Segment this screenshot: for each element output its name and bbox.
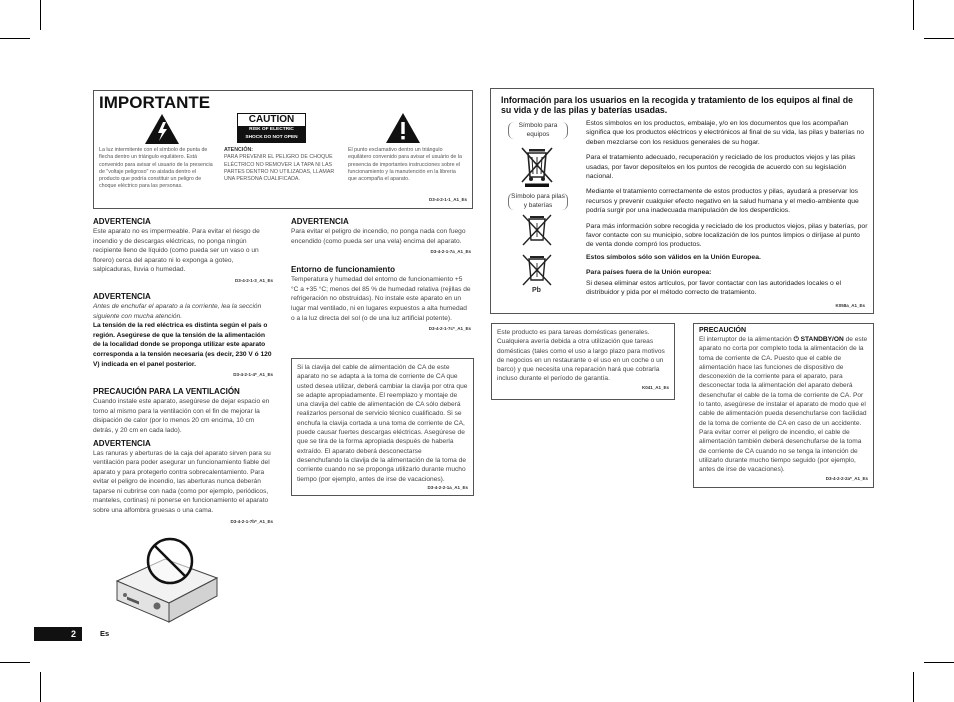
crossed-bin-icon bbox=[519, 145, 555, 187]
advertencia-heading-2: ADVERTENCIA bbox=[93, 291, 151, 301]
column-left bbox=[93, 217, 273, 524]
advertencia-text-3: Las ranuras y aberturas de la caja del aparato sirven para su ventilación para poder asegurar un funcionamiento fiable del aparato y para protegerlo contra sobrecalentamiento. Para evitar el peligro de incendio, las aberturas nunca deberán taparse ni cubrirse con nada (como por ejemplo, periódicos, manteles, cortinas) ni ponerse en funcionamiento el aparato sobre una alfombra gruesas o una cama. bbox=[93, 449, 271, 515]
lightning-description: La luz intermitente con el símbolo de punta de flecha dentro un triángulo equilátero. Está convenido para avisar el usuario de la presencia de "voltaje peligroso" no aislada dentro el producto que podría constituir un peligro de choque eléctrico para las personas. bbox=[99, 147, 213, 190]
crossed-battery-bin-icon-1 bbox=[521, 213, 553, 247]
precaucion-heading: PRECAUCIÓN bbox=[699, 327, 747, 334]
recycling-p4: Para más información sobre recogida y reciclado de los productos viejos, pilas y baterías, por favor contacte con su municipio, sobre localización de los puntos limpios o diríjase al punto de venta donde compró los productos. bbox=[586, 222, 868, 249]
recycling-info-box bbox=[490, 88, 874, 314]
column-middle bbox=[291, 217, 471, 331]
recycling-title: Información para los usuarios en la recogida y tratamiento de los equipos al final de su vida y de las pilas y baterías usadas. bbox=[501, 95, 853, 116]
precaucion-code: D3-4-2-2-2a*_A1_Es bbox=[825, 476, 868, 482]
plug-text: Si la clavija del cable de alimentación de CA de este aparato no se adapta a la toma de corriente de CA que usted desea utilizar, deberá cambiar la clavija por otra que se adapte apropiadamente. El reemplazo y montaje de una clavija del cable de alimentación de CA sólo deberá realizarlos personal de servicio técnico cualificado. Si se enchufa la clavija cortada a una toma de corriente de CA, puede causar fuertes descargas eléctricas. Asegúrese de que se tira de la forma apropiada después de haberla extraído. El aparato deberá desconectarse desenchufando la clavija de la alimentación de la toma de corriente cuando no se proponga utilizarlo durante mucho tiempo (por ejemplo, antes de irse de vacaciones). bbox=[297, 364, 468, 483]
attention-label: ATENCIÓN: bbox=[224, 147, 254, 153]
attention-text: PARA PREVENIR EL PELIGRO DE CHOQUE ELÉCTRICO NO REMOVER LA TAPA NI LAS PARTES DENTRO NO UTILIZADAS, LLAMAR UNA PERSONA CUALIFICADA. bbox=[224, 154, 335, 183]
exclamation-warning-icon bbox=[385, 112, 421, 144]
pb-label: Pb bbox=[532, 287, 541, 294]
recycling-p5: Estos símbolos sólo son válidos en la Unión Europea. bbox=[586, 253, 761, 261]
exclamation-description: El punto exclamativo dentro un triángulo equilátero convenido para avisar el usuário de la presencia de importantes instrucciones sobre el funcionamiento y la manutención en la libreria que acompaña el aparato. bbox=[348, 147, 462, 183]
advertencia-heading-1: ADVERTENCIA bbox=[93, 217, 151, 226]
plug-code: D3-4-2-2-1a_A1_Es bbox=[427, 484, 468, 490]
crossed-battery-bin-icon-2 bbox=[521, 253, 553, 287]
standby-on-label: STANDBY/ON bbox=[800, 336, 844, 343]
recycling-p1: Estos símbolos en los productos, embalaje, y/o en los documentos que los acompañan significa que los productos eléctricos y electrónicos al final de su vida, las pilas y baterías no deben mezclarse con los residuos generales de su hogar. bbox=[586, 120, 865, 146]
recycling-code: K058a_A1_Es bbox=[835, 303, 865, 308]
caution-title: CAUTION bbox=[248, 114, 295, 125]
page-number: 2 bbox=[70, 629, 76, 639]
domestic-use-box bbox=[491, 323, 675, 400]
receiver-no-placement-illustration bbox=[113, 523, 225, 625]
recycling-p2: Para el tratamiento adecuado, recuperación y reciclado de los productos viejos y las pilas usadas, por favor deposítelos en los puntos de recogida de acuerdo con su legislación nacional. bbox=[586, 154, 856, 181]
environment-code: D3-4-2-1-7c*_A1_Es bbox=[428, 326, 471, 332]
label-equipos: Símbolo para equipos bbox=[508, 122, 568, 139]
importante-code: D3-4-2-1-1_A1_Es bbox=[428, 197, 467, 202]
recycling-p6: Para países fuera de la Unión europea: bbox=[586, 269, 712, 277]
plug-box bbox=[291, 358, 474, 496]
caution-label bbox=[237, 113, 306, 143]
advertencia-code-1: D3-4-2-1-3_A1_Es bbox=[234, 277, 273, 283]
attention-block bbox=[224, 147, 342, 183]
ventilation-heading: PRECAUCIÓN PARA LA VENTILACIÓN bbox=[93, 387, 240, 397]
recycling-body bbox=[586, 119, 868, 304]
advertencia-code-3: D3-4-2-1-7b*_A1_Es bbox=[230, 518, 273, 524]
importante-box bbox=[93, 90, 473, 209]
precaucion-box bbox=[693, 323, 874, 488]
recycling-p7: Si desea eliminar estos artículos, por favor contactar con las autoridades locales o el distribuidor y pida por el método correcto de tratamiento. bbox=[586, 279, 842, 297]
recycling-p3: Mediante el tratamiento correctamente de estos productos y pilas, ayudará a preservar los recursos y prevenir cualquier efecto negativo en la salud humana y el medio-ambiente que podría surgir por una inadecuada manipulación de los desperdicios. bbox=[586, 188, 859, 215]
advertencia-fire-code: D3-4-2-1-7a_A1_Es bbox=[430, 249, 471, 255]
environment-text: Temperatura y humedad del entorno de funcionamiento +5 °C a +35 °C; menos del 85 % de humedad relativa (rejillas de refrigeración no obstruidas). No instale este aparato en un lugar mal ventilado, ni en lugares expuestos a alta humedad o a la luz directa del sol (o de una luz artificial potente). bbox=[291, 276, 471, 322]
lightning-warning-icon bbox=[144, 113, 180, 145]
caution-subtitle: RISK OF ELECTRIC SHOCK DO NOT OPEN bbox=[238, 126, 305, 142]
power-icon: ⏻ bbox=[793, 336, 801, 343]
language-label: Es bbox=[100, 629, 110, 638]
advertencia-heading-3: ADVERTENCIA bbox=[93, 438, 151, 448]
precaucion-text-b: de este aparato no corta por completo toda la alimentación de la toma de corriente de CA. Puesto que el cable de alimentación hace las funciones de dispositivo de desconexión de la corriente para el aparato, para desconectar toda la alimentación del aparato deberá desenchufar el cable de la toma de corriente de CA. Por lo tanto, asegúrese de instalar el aparato de modo que el cable de alimentación pueda desenchufarse con facilidad de la toma de corriente de CA en caso de un accidente. Para evitar correr el peligro de incendio, el cable de alimentación también deberá desenchufarse de la toma de corriente de CA cuando no se tenga la intención de utilizarlo durante mucho tiempo seguido (por ejemplo, antes de irse de vacaciones). bbox=[699, 336, 868, 474]
advertencia-code-2: D3-4-2-1-4*_A1_Es bbox=[233, 372, 273, 378]
page-number-tab bbox=[34, 627, 82, 641]
precaucion-text bbox=[699, 335, 868, 474]
advertencia-italic-2: Antes de enchufar el aparato a la corriente, lea la sección siguiente con mucha atención. bbox=[93, 302, 262, 320]
label-pilas: Símbolo para pilas y baterías bbox=[508, 193, 568, 210]
advertencia-text-1: Este aparato no es impermeable. Para evitar el riesgo de incendio y de descargas eléctricas, no ponga ningún recipiente lleno de líquido (como pueda ser un vaso o un florero) cerca del aparato ni lo exponga a goteo, salpicaduras, lluvia o humedad. bbox=[93, 228, 260, 274]
precaucion-text-a: El interruptor de la alimentación bbox=[699, 336, 794, 343]
environment-heading: Entorno de funcionamiento bbox=[291, 265, 395, 275]
advertencia-fire-heading: ADVERTENCIA bbox=[291, 217, 349, 226]
advertencia-bold-2: La tensión de la red eléctrica es distinta según el país o región. Asegúrese de que la tensión de la alimentación de la localidad donde se proponga utilizar este aparato corresponda a la tensión necesaria (es decir, 230 V ó 120 V) indicada en el panel posterior. bbox=[93, 322, 272, 368]
ventilation-text: Cuando instale este aparato, asegúrese de dejar espacio en torno al mismo para la ventilación con el fin de mejorar la disipación de calor (por lo menos 20 cm encima, 10 cm detrás, y 20 cm en cada lado). bbox=[93, 398, 270, 434]
domestic-use-text: Este producto es para tareas domésticas generales. Cualquiera avería debida a otra utilización que tareas domésticas (tales como el uso a largo plazo para motivos de negocios en un restaurante o el uso en un coche o un barco) y que necesita una reparación hará que cobrarla incluso durante el período de garantía. bbox=[497, 329, 665, 383]
advertencia-fire-text: Para evitar el peligro de incendio, no ponga nada con fuego encendido (como pueda ser una vela) encima del aparato. bbox=[291, 228, 466, 245]
importante-title: IMPORTANTE bbox=[99, 93, 211, 112]
domestic-use-code: K041_A1_Es bbox=[641, 384, 669, 390]
